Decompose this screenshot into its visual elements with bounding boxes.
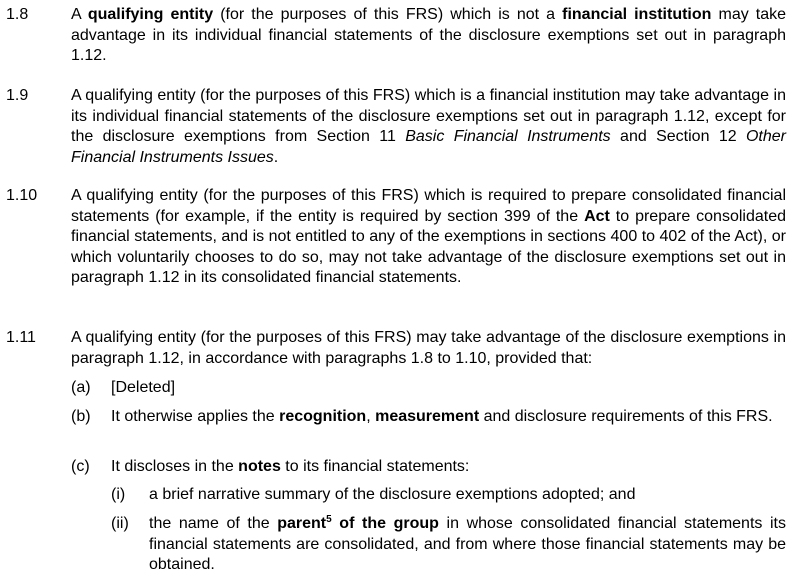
paragraph-1-10 xyxy=(0,186,800,289)
defined-term: qualifying entity xyxy=(87,6,214,23)
list-label: (b) xyxy=(71,408,91,425)
paragraph-number: 1.8 xyxy=(6,6,29,23)
list-label: (c) xyxy=(71,458,90,475)
list-item-b xyxy=(71,407,786,428)
list-label: (i) xyxy=(111,486,126,503)
list-text: [Deleted] xyxy=(111,379,176,396)
text-run: the name of the xyxy=(149,515,278,532)
text-run: and Section 12 xyxy=(610,128,746,145)
text-run: A qualifying entity (for the purposes of this FRS) which is a financial institution may take advantage in its individual financial statements of the disclosure exemptions set out in paragraph 1.12, except for the disclosure exemptions from Section 11 xyxy=(71,87,786,145)
text-run: A xyxy=(71,6,88,23)
paragraph-number: 1.9 xyxy=(6,87,29,104)
list-label: (ii) xyxy=(111,515,129,532)
paragraph-number: 1.11 xyxy=(6,329,36,346)
paragraph-number: 1.10 xyxy=(6,187,38,204)
paragraph-text: A qualifying entity (for the purposes of this FRS) may take advantage of the disclosure exemptions in paragraph 1.12, in accordance with paragraphs 1.8 to 1.10, provided that: xyxy=(71,329,786,367)
defined-term: notes xyxy=(238,458,281,475)
list-text xyxy=(149,514,786,576)
defined-term: measurement xyxy=(375,408,480,425)
defined-term: of the group xyxy=(331,515,439,532)
text-run: A qualifying entity (for the purposes of this FRS) which is required to prepare consolidated financial statements (for example, if the entity is required by section 399 of the xyxy=(71,187,786,225)
paragraph-text xyxy=(71,5,786,67)
text-run: , xyxy=(366,408,376,425)
text-run: in whose consolidated financial statements its financial statements are consolidated, and from where those financial statements may be obtained. xyxy=(149,515,786,573)
defined-term: recognition xyxy=(279,408,367,425)
text-run: may take advantage in its individual financial statements of the disclosure exemptions set out in paragraph 1.12. xyxy=(71,6,787,64)
paragraph-1-9 xyxy=(0,86,800,168)
section-title: Basic Financial Instruments xyxy=(405,128,611,145)
list-label: (a) xyxy=(71,379,91,396)
list-item-c xyxy=(71,457,786,478)
section-title: Other Financial Instruments Issues xyxy=(71,128,786,166)
text-run: to prepare consolidated financial statements, and is not entitled to any of the exemptions in sections 400 to 402 of the Act), or which voluntarily chooses to do so, may not take advantage of the disclosure exemptions set out in paragraph 1.12 in its consolidated financial statements. xyxy=(71,207,787,286)
list-item-a xyxy=(71,378,786,399)
defined-term: parent xyxy=(277,515,327,532)
text-run: and disclosure requirements of this FRS. xyxy=(479,408,773,425)
paragraph-1-8 xyxy=(0,5,800,67)
footnote-reference: 5 xyxy=(326,514,332,525)
text-run: It discloses in the xyxy=(111,458,239,475)
text-run: to its financial statements: xyxy=(280,458,470,475)
list-item-c-ii xyxy=(111,514,786,576)
text-run: It otherwise applies the xyxy=(111,408,280,425)
list-text xyxy=(111,457,786,478)
paragraph-text xyxy=(71,186,786,289)
defined-term: financial institution xyxy=(562,6,712,23)
defined-term: Act xyxy=(584,207,610,225)
list-text: a brief narrative summary of the disclosure exemptions adopted; and xyxy=(149,486,636,503)
list-text xyxy=(111,407,786,428)
text-run: . xyxy=(273,148,279,166)
text-run: (for the purposes of this FRS) which is not a xyxy=(213,6,563,23)
paragraph-text xyxy=(71,86,786,168)
paragraph-1-11 xyxy=(0,328,800,369)
list-item-c-i xyxy=(111,485,786,506)
